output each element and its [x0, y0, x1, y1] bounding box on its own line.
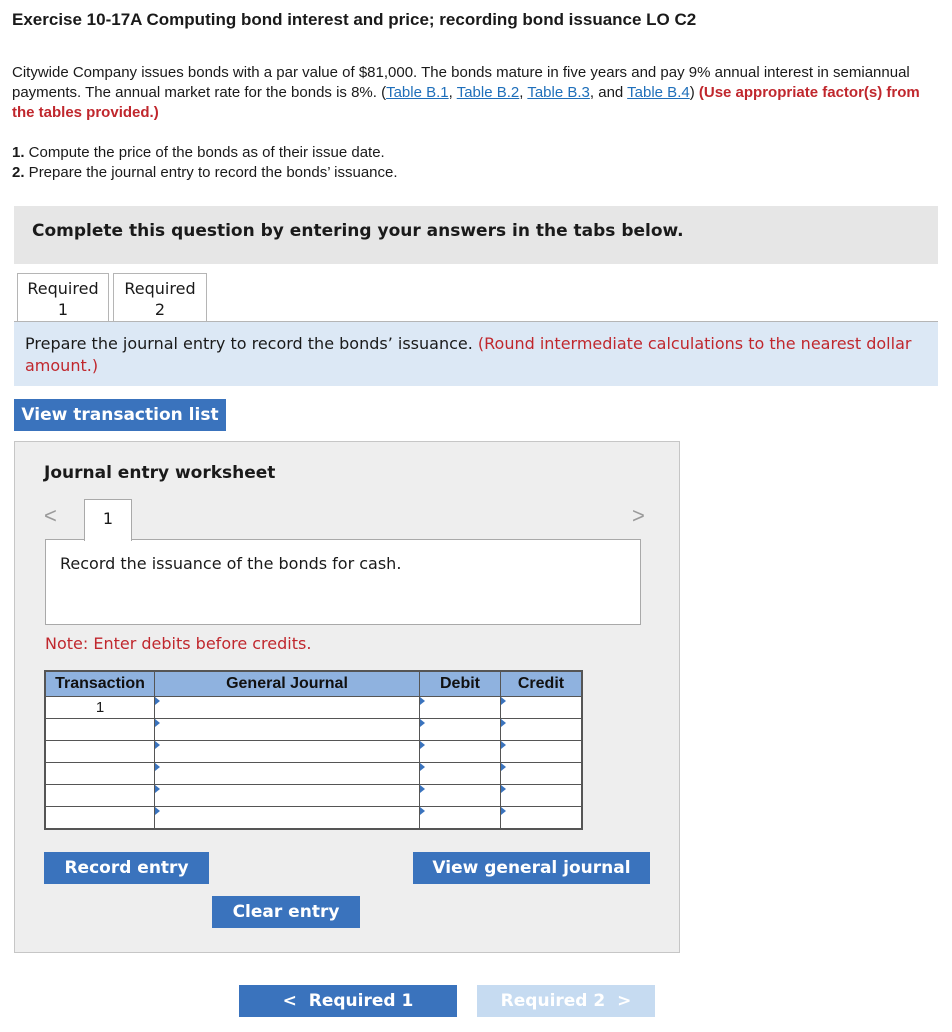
- debit-cell[interactable]: [420, 785, 501, 807]
- table-row: [45, 697, 582, 719]
- dropdown-marker-icon: [155, 807, 160, 815]
- chevron-left-icon[interactable]: <: [44, 503, 57, 528]
- dropdown-marker-icon: [501, 697, 506, 705]
- table-b3-link[interactable]: Table B.3: [527, 84, 590, 101]
- chevron-right-icon: >: [617, 991, 632, 1011]
- debit-cell[interactable]: [420, 697, 501, 719]
- dropdown-marker-icon: [155, 719, 160, 727]
- table-b4-link[interactable]: Table B.4: [627, 84, 690, 101]
- tab-label: Required: [27, 279, 99, 298]
- separator: ,: [519, 84, 528, 101]
- tab-number: 1: [57, 300, 69, 319]
- dropdown-marker-icon: [420, 697, 425, 705]
- complete-text: Complete this question by entering your answers in the tabs below.: [32, 221, 684, 241]
- column-header-general-journal: General Journal: [155, 671, 420, 697]
- table-row: [45, 785, 582, 807]
- column-header-credit: Credit: [501, 671, 583, 697]
- transaction-cell: [45, 763, 155, 785]
- entry-tab-1[interactable]: 1: [84, 499, 132, 541]
- problem-body: Citywide Company issues bonds with a par value of $81,000. The bonds mature in five years and pay 9% annual interest in semiannual payments. The annual market rate for the bonds is 8%. (: [12, 64, 910, 101]
- previous-required-button[interactable]: [239, 985, 457, 1017]
- instruction-text: [25, 333, 925, 377]
- table-b2-link[interactable]: Table B.2: [456, 84, 520, 101]
- credit-cell[interactable]: [501, 763, 583, 785]
- factor-instruction: (Use appropriate factor(s) from the tables provided.): [12, 84, 920, 121]
- dropdown-marker-icon: [501, 807, 506, 815]
- debit-cell[interactable]: [420, 741, 501, 763]
- debit-cell[interactable]: [420, 763, 501, 785]
- account-cell[interactable]: [155, 785, 420, 807]
- dropdown-marker-icon: [155, 741, 160, 749]
- instruction-rounding: (Round intermediate calculations to the nearest dollar amount.): [25, 334, 912, 375]
- debit-cell[interactable]: [420, 719, 501, 741]
- table-row: [45, 719, 582, 741]
- table-row: [45, 741, 582, 763]
- step-item: [12, 163, 398, 183]
- account-cell[interactable]: [155, 719, 420, 741]
- transaction-cell: 1: [45, 697, 155, 719]
- account-cell[interactable]: [155, 763, 420, 785]
- steps-list: [12, 143, 398, 183]
- view-transaction-list-button[interactable]: View transaction list: [14, 399, 226, 431]
- dropdown-marker-icon: [501, 719, 506, 727]
- dropdown-marker-icon: [501, 785, 506, 793]
- complete-banner: [14, 206, 938, 264]
- dropdown-marker-icon: [420, 807, 425, 815]
- transaction-cell: [45, 741, 155, 763]
- table-row: [45, 807, 582, 830]
- next-required-button[interactable]: [477, 985, 655, 1017]
- credit-cell[interactable]: [501, 697, 583, 719]
- view-general-journal-button[interactable]: View general journal: [413, 852, 650, 884]
- tab-label: Required: [124, 279, 196, 298]
- separator: ,: [448, 84, 457, 101]
- problem-text: [12, 63, 944, 123]
- dropdown-marker-icon: [155, 763, 160, 771]
- chevron-left-icon: <: [282, 991, 297, 1011]
- column-header-transaction: Transaction: [45, 671, 155, 697]
- dropdown-marker-icon: [420, 763, 425, 771]
- account-cell[interactable]: [155, 697, 420, 719]
- credit-cell[interactable]: [501, 741, 583, 763]
- step-number: 2.: [12, 164, 25, 181]
- prev-label: Required 1: [308, 991, 414, 1011]
- table-b1-link[interactable]: Table B.1: [386, 84, 449, 101]
- table-header-row: [45, 671, 582, 697]
- dropdown-marker-icon: [501, 741, 506, 749]
- chevron-right-icon[interactable]: >: [632, 503, 645, 528]
- transaction-cell: [45, 785, 155, 807]
- dropdown-marker-icon: [420, 741, 425, 749]
- worksheet-title: Journal entry worksheet: [44, 463, 276, 483]
- journal-table: [44, 670, 583, 830]
- next-label: Required 2: [500, 991, 606, 1011]
- close-paren: ): [689, 84, 699, 101]
- tab-required-2[interactable]: [113, 273, 207, 321]
- account-cell[interactable]: [155, 807, 420, 830]
- dropdown-marker-icon: [155, 785, 160, 793]
- step-item: [12, 143, 398, 163]
- entry-description: Record the issuance of the bonds for cash.: [60, 554, 402, 573]
- credit-cell[interactable]: [501, 807, 583, 830]
- account-cell[interactable]: [155, 741, 420, 763]
- step-text: Prepare the journal entry to record the bonds’ issuance.: [24, 164, 398, 181]
- debit-cell[interactable]: [420, 807, 501, 830]
- credit-cell[interactable]: [501, 719, 583, 741]
- credit-cell[interactable]: [501, 785, 583, 807]
- debit-credit-note: Note: Enter debits before credits.: [45, 634, 312, 653]
- table-row: [45, 763, 582, 785]
- page-title: Exercise 10-17A Computing bond interest and price; recording bond issuance LO C2: [12, 10, 697, 29]
- step-text: Compute the price of the bonds as of their issue date.: [24, 144, 385, 161]
- transaction-cell: [45, 719, 155, 741]
- dropdown-marker-icon: [501, 763, 506, 771]
- record-entry-button[interactable]: Record entry: [44, 852, 209, 884]
- clear-entry-button[interactable]: Clear entry: [212, 896, 360, 928]
- instruction-main: Prepare the journal entry to record the bonds’ issuance.: [25, 334, 478, 353]
- dropdown-marker-icon: [155, 697, 160, 705]
- column-header-debit: Debit: [420, 671, 501, 697]
- tab-required-1[interactable]: [17, 273, 109, 321]
- instruction-box: [14, 322, 938, 386]
- separator: , and: [589, 84, 628, 101]
- dropdown-marker-icon: [420, 785, 425, 793]
- dropdown-marker-icon: [420, 719, 425, 727]
- step-number: 1.: [12, 144, 25, 161]
- tab-number: 2: [154, 300, 166, 319]
- transaction-cell: [45, 807, 155, 830]
- entry-description-box: [45, 539, 641, 625]
